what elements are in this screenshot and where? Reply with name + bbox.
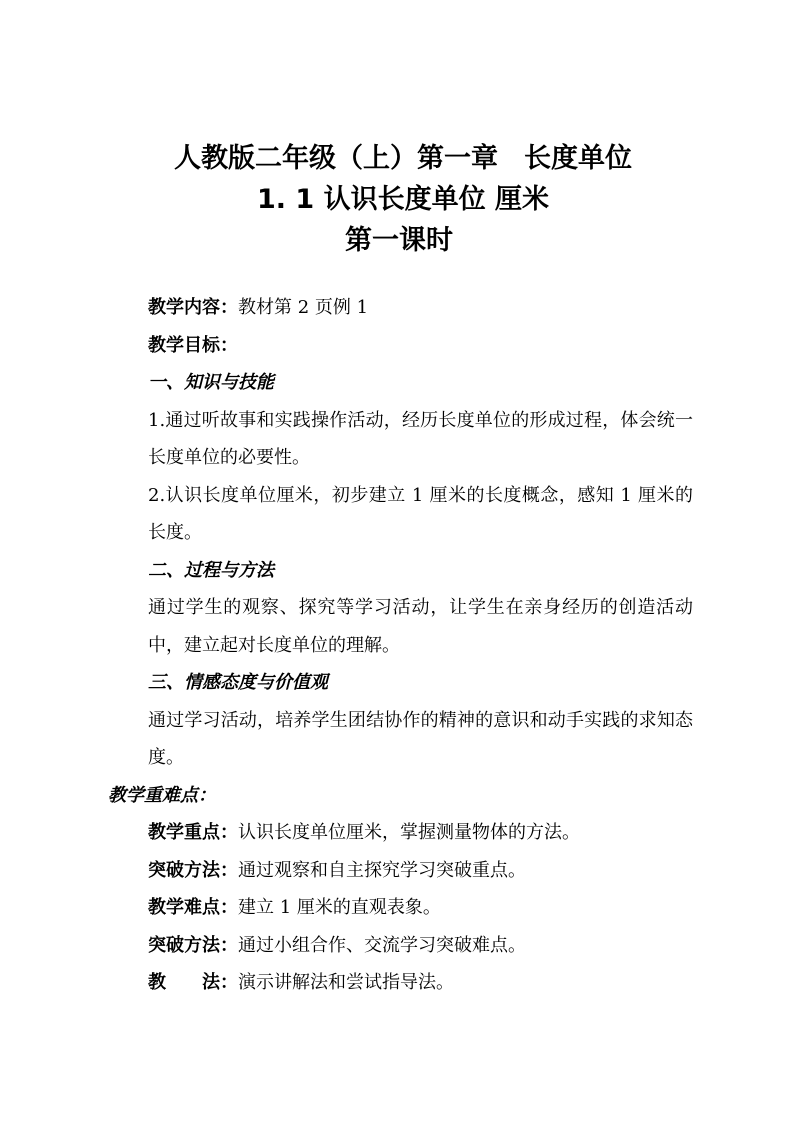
difficult-point-method-label: 突破方法：: [148, 934, 238, 956]
document-body: [108, 289, 693, 1002]
teaching-method: [108, 964, 693, 1002]
goals-section-2-text: 通过学生的观察、探究等学习活动，让学生在亲身经历的创造活动中，建立起对长度单位的理解。: [148, 597, 693, 656]
difficult-point-label: 教学难点：: [148, 897, 238, 918]
title-line-1-part-b: 长度单位: [524, 143, 632, 174]
key-point-method-text: 通过观察和自主探究学习突破重点。: [238, 859, 526, 881]
key-point-label: 教学重点：: [148, 822, 238, 843]
difficult-point: [108, 889, 693, 927]
difficult-point-text: 建立 1 厘米的直观表象。: [238, 897, 441, 918]
title-line-1-part-a: 人教版二年级（上）第一章: [174, 143, 498, 174]
teaching-method-text: 演示讲解法和尝试指导法。: [238, 972, 454, 993]
keypoints-heading: 教学重难点：: [108, 784, 216, 806]
teaching-goals-heading: 教学目标：: [148, 334, 238, 356]
goals-section-3-text: 通过学习活动，培养学生团结协作的精神的意识和动手实践的求知态度。: [148, 709, 693, 768]
document-title: [0, 138, 794, 261]
difficult-point-method: [108, 927, 693, 965]
goals-section-1-heading: 一、知识与技能: [148, 372, 274, 393]
teaching-method-label: 教 法：: [148, 972, 238, 993]
difficult-point-method-text: 通过小组合作、交流学习突破难点。: [238, 934, 526, 956]
teaching-content: [108, 289, 693, 327]
teaching-content-label: 教学内容：: [148, 297, 238, 318]
key-point-method: [108, 852, 693, 890]
key-point-method-label: 突破方法：: [148, 859, 238, 881]
teaching-content-value: 教材第 2 页例 1: [238, 297, 369, 318]
goals-item-2: 2.认识长度单位厘米，初步建立 1 厘米的长度概念，感知 1 厘米的长度。: [148, 484, 693, 543]
title-line-1: [12, 138, 794, 179]
goals-section-2-heading: 二、过程与方法: [148, 559, 274, 581]
goals-item-1: 1.通过听故事和实践操作活动，经历长度单位的形成过程，体会统一长度单位的必要性。: [148, 409, 693, 468]
key-point: [108, 814, 693, 852]
title-line-2: 1. 1 认识长度单位 厘米: [256, 184, 550, 215]
key-point-text: 认识长度单位厘米，掌握测量物体的方法。: [238, 822, 580, 843]
title-line-3: 第一课时: [345, 225, 453, 256]
goals-section-3-heading: 三、情感态度与价值观: [148, 672, 328, 693]
